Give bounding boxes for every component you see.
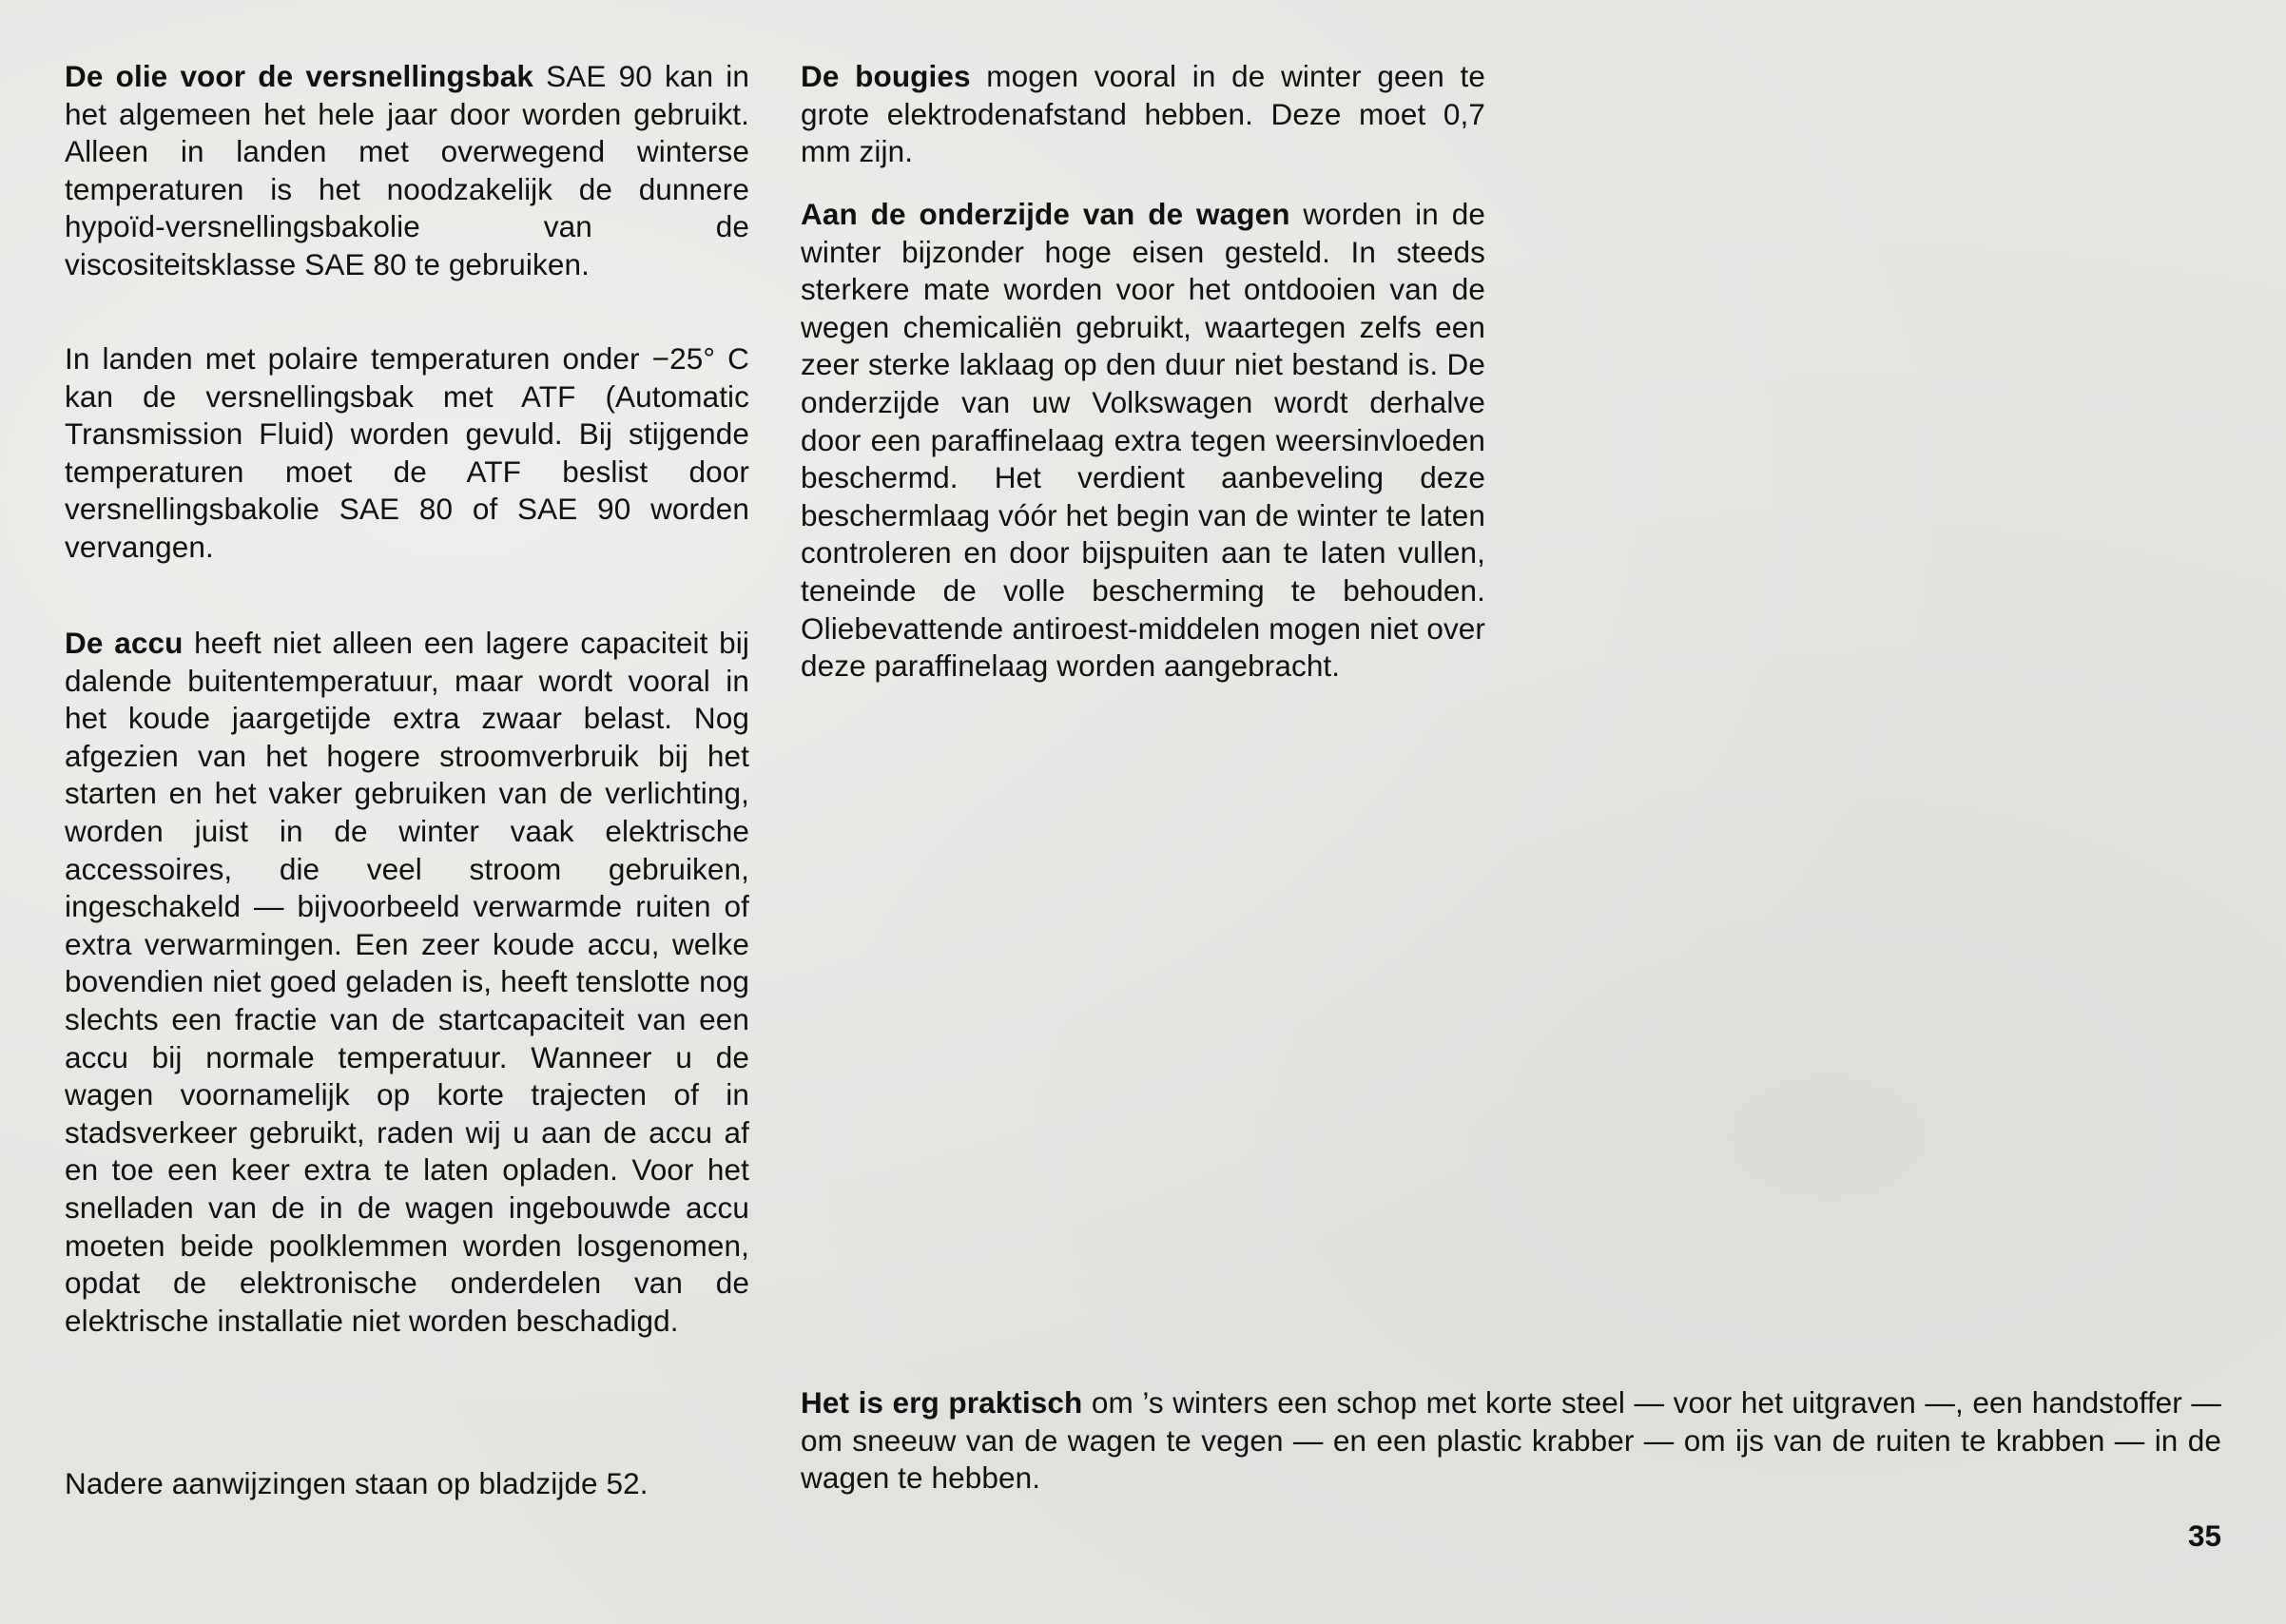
paragraph-text: om ’s winters een schop met korte steel — voor het uitgraven —, een handstoffer — om sneeuw van de wagen te vegen — en een plastic krabber — om ijs van de ruiten te krabben — in de wagen te hebben. <box>801 1385 2221 1496</box>
battery-paragraph <box>65 625 749 1340</box>
paragraph-text: mogen vooral in de winter geen te grote elektrodenafstand hebben. Deze moet 0,7 mm zijn. <box>801 59 1485 169</box>
paragraph-heading: Aan de onderzijde van de wagen <box>801 197 1290 231</box>
further-instructions-paragraph <box>65 1465 749 1503</box>
page-number: 35 <box>2187 1518 2221 1553</box>
paragraph-heading: De olie voor de versnellingsbak <box>65 59 533 93</box>
paragraph-text: In landen met polaire temperaturen onder −25° C kan de versnellingsbak met ATF (Automatic Transmission Fluid) worden gevuld. Bij stijgende temperaturen moet de ATF beslist door versnellingsbakolie SAE 80 of SAE 90 worden vervangen. <box>65 341 749 564</box>
paragraph-text: worden in de winter bijzonder hoge eisen gesteld. In steeds sterkere mate worden voor het ontdooien van de wegen chemicaliën gebruikt, waartegen zelfs een zeer sterke laklaag op den duur niet bestand is. De onderzijde van uw Volkswagen wordt derhalve door een paraffinelaag extra tegen weersinvloeden beschermd. Het verdient aanbeveling deze beschermlaag vóór het begin van de winter te laten controleren en door bijspuiten aan te laten vullen, teneinde de volle bescherming te behouden. Oliebevattende antiroest-middelen mogen niet over deze paraffinelaag worden aangebracht. <box>801 197 1485 684</box>
paragraph-text: heeft niet alleen een lagere capaciteit bij dalende buitentemperatuur, maar wordt vooral in het koude jaargetijde extra zwaar belast. Nog afgezien van het hogere stroomverbruik bij het starten en het vaker gebruiken van de verlichting, worden juist in de winter vaak elektrische accessoires, die veel stroom gebruiken, ingeschakeld — bijvoorbeeld verwarmde ruiten of extra verwarmingen. Een zeer koude accu, welke bovendien niet goed geladen is, heeft tenslotte nog slechts een fractie van de startcapaciteit van een accu bij normale temperatuur. Wanneer u de wagen voornamelijk op korte trajecten of in stadsverkeer gebruikt, raden wij u aan de accu af en toe een keer extra te laten opladen. Voor het snelladen van de in de wagen ingebouwde accu moeten beide poolklemmen worden losgenomen, opdat de elektronische onderdelen van de elektrische installatie niet worden beschadigd. <box>65 626 749 1338</box>
paragraph-text: SAE 90 kan in het algemeen het hele jaar door worden gebruikt. Alleen in landen met overwegend winterse temperaturen is het noodzakelijk de dunnere hypoïd-versnellingsbakolie van de viscositeitsklasse SAE 80 te gebruiken. <box>65 59 749 281</box>
paragraph-heading: De accu <box>65 626 184 660</box>
winter-tools-paragraph <box>801 1384 2221 1498</box>
paragraph-text: Nadere aanwijzingen staan op bladzijde 52. <box>65 1466 649 1500</box>
gearbox-oil-paragraph <box>65 58 749 284</box>
polar-temperatures-paragraph <box>65 340 749 567</box>
paragraph-heading: De bougies <box>801 59 971 93</box>
spark-plugs-paragraph <box>801 58 1485 171</box>
paragraph-heading: Het is erg praktisch <box>801 1385 1083 1420</box>
underbody-paragraph <box>801 196 1485 686</box>
